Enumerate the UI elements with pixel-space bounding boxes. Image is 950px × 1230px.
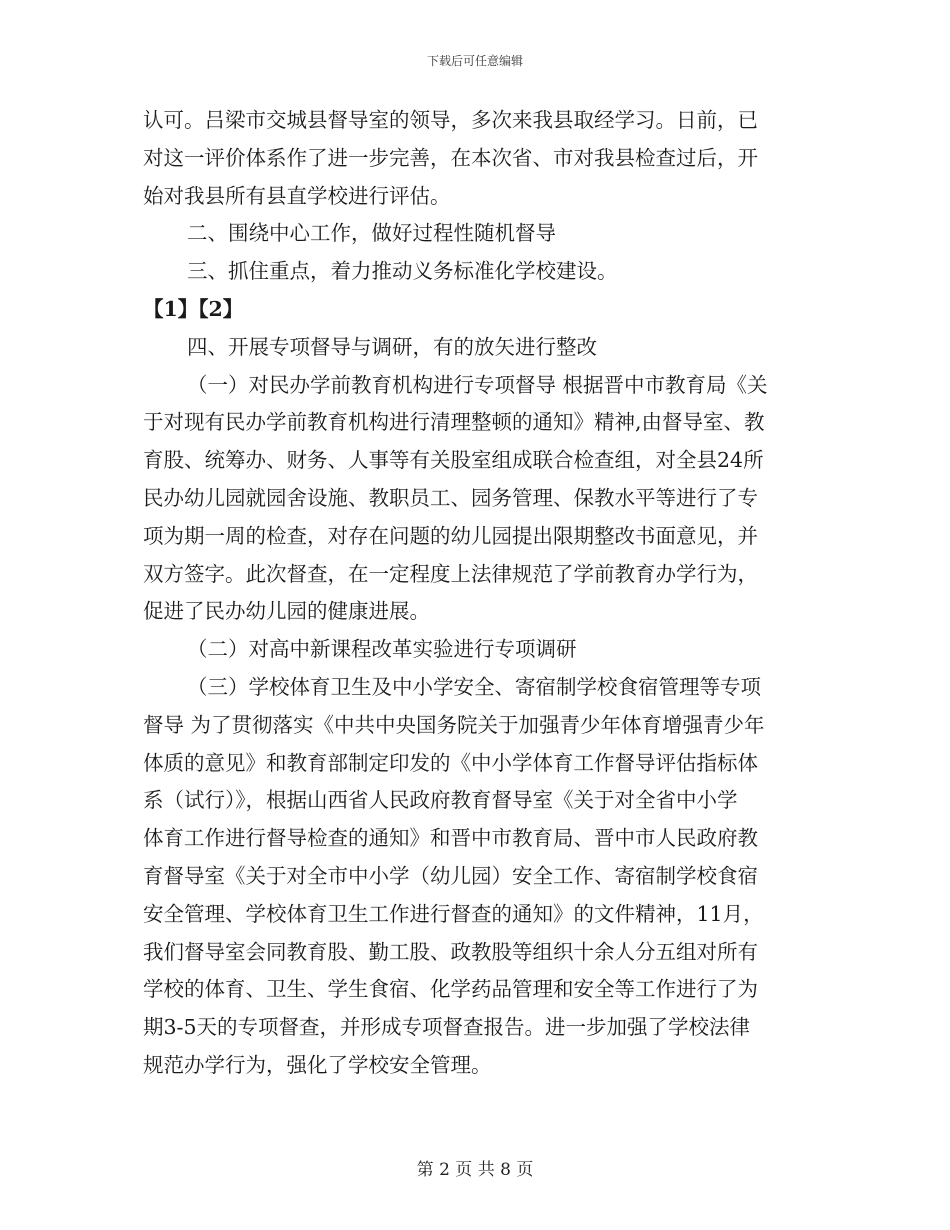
text-line: 育股、统筹办、财务、人事等有关股室组成联合检查组，对全县24所: [143, 448, 764, 473]
text-line: 民办幼儿园就园舍设施、教职员工、园务管理、保教水平等进行了专: [143, 485, 758, 510]
text-line: 育督导室《关于对全市中小学（幼儿园）安全工作、寄宿制学校食宿: [143, 863, 758, 888]
text-line: 四、开展专项督导与调研，有的放矢进行整改: [187, 334, 597, 359]
text-line: 项为期一周的检查，对存在问题的幼儿园提出限期整改书面意见，并: [143, 523, 758, 548]
text-line: 督导 为了贯彻落实《中共中央国务院关于加强青少年体育增强青少年: [143, 712, 765, 737]
text-line: 体育工作进行督导检查的通知》和晋中市教育局、晋中市人民政府教: [143, 826, 758, 851]
text-line: 二、围绕中心工作，做好过程性随机督导: [187, 221, 556, 246]
text-line: 体质的意见》和教育部制定印发的《中小学体育工作督导评估指标体: [143, 750, 758, 775]
text-line: 安全管理、学校体育卫生工作进行督查的通知》的文件精神，11月，: [143, 901, 764, 926]
text-line: 促进了民办幼儿园的健康进展。: [143, 599, 430, 624]
text-line: 我们督导室会同教育股、勤工股、政教股等组织十余人分五组对所有: [143, 939, 758, 964]
document-body: [143, 102, 808, 1085]
text-line: 认可。吕梁市交城县督导室的领导，多次来我县取经学习。日前，已: [143, 108, 758, 132]
page-header: 下载后可任意编辑: [426, 54, 523, 68]
text-line: 【1】【2】: [143, 296, 244, 321]
text-line: （三）学校体育卫生及中小学安全、寄宿制学校食宿管理等专项: [187, 674, 761, 699]
text-line: 对这一评价体系作了进一步完善，在本次省、市对我县检查过后，开: [143, 145, 758, 170]
page-footer: 第 2 页 共 8 页: [416, 1160, 534, 1180]
text-line: 系（试行）》，根据山西省人民政府教育督导室《关于对全省中小学: [143, 788, 738, 813]
text-line: 始对我县所有县直学校进行评估。: [143, 183, 451, 208]
text-line: 期3-5天的专项督查，并形成专项督查报告。进一步加强了学校法律: [143, 1015, 751, 1040]
text-line: （一）对民办学前教育机构进行专项督导 根据晋中市教育局《关: [187, 372, 768, 397]
text-line: 于对现有民办学前教育机构进行清理整顿的通知》精神,由督导室、教: [143, 410, 765, 435]
text-line: 三、抓住重点，着力推动义务标准化学校建设。: [187, 259, 618, 284]
text-line: 学校的体育、卫生、学生食宿、化学药品管理和安全等工作进行了为: [143, 977, 758, 1002]
text-line: 规范办学行为，强化了学校安全管理。: [143, 1052, 492, 1077]
text-line: （二）对高中新课程改革实验进行专项调研: [187, 637, 577, 662]
text-line: 双方签字。此次督查，在一定程度上法律规范了学前教育办学行为，: [143, 561, 758, 586]
